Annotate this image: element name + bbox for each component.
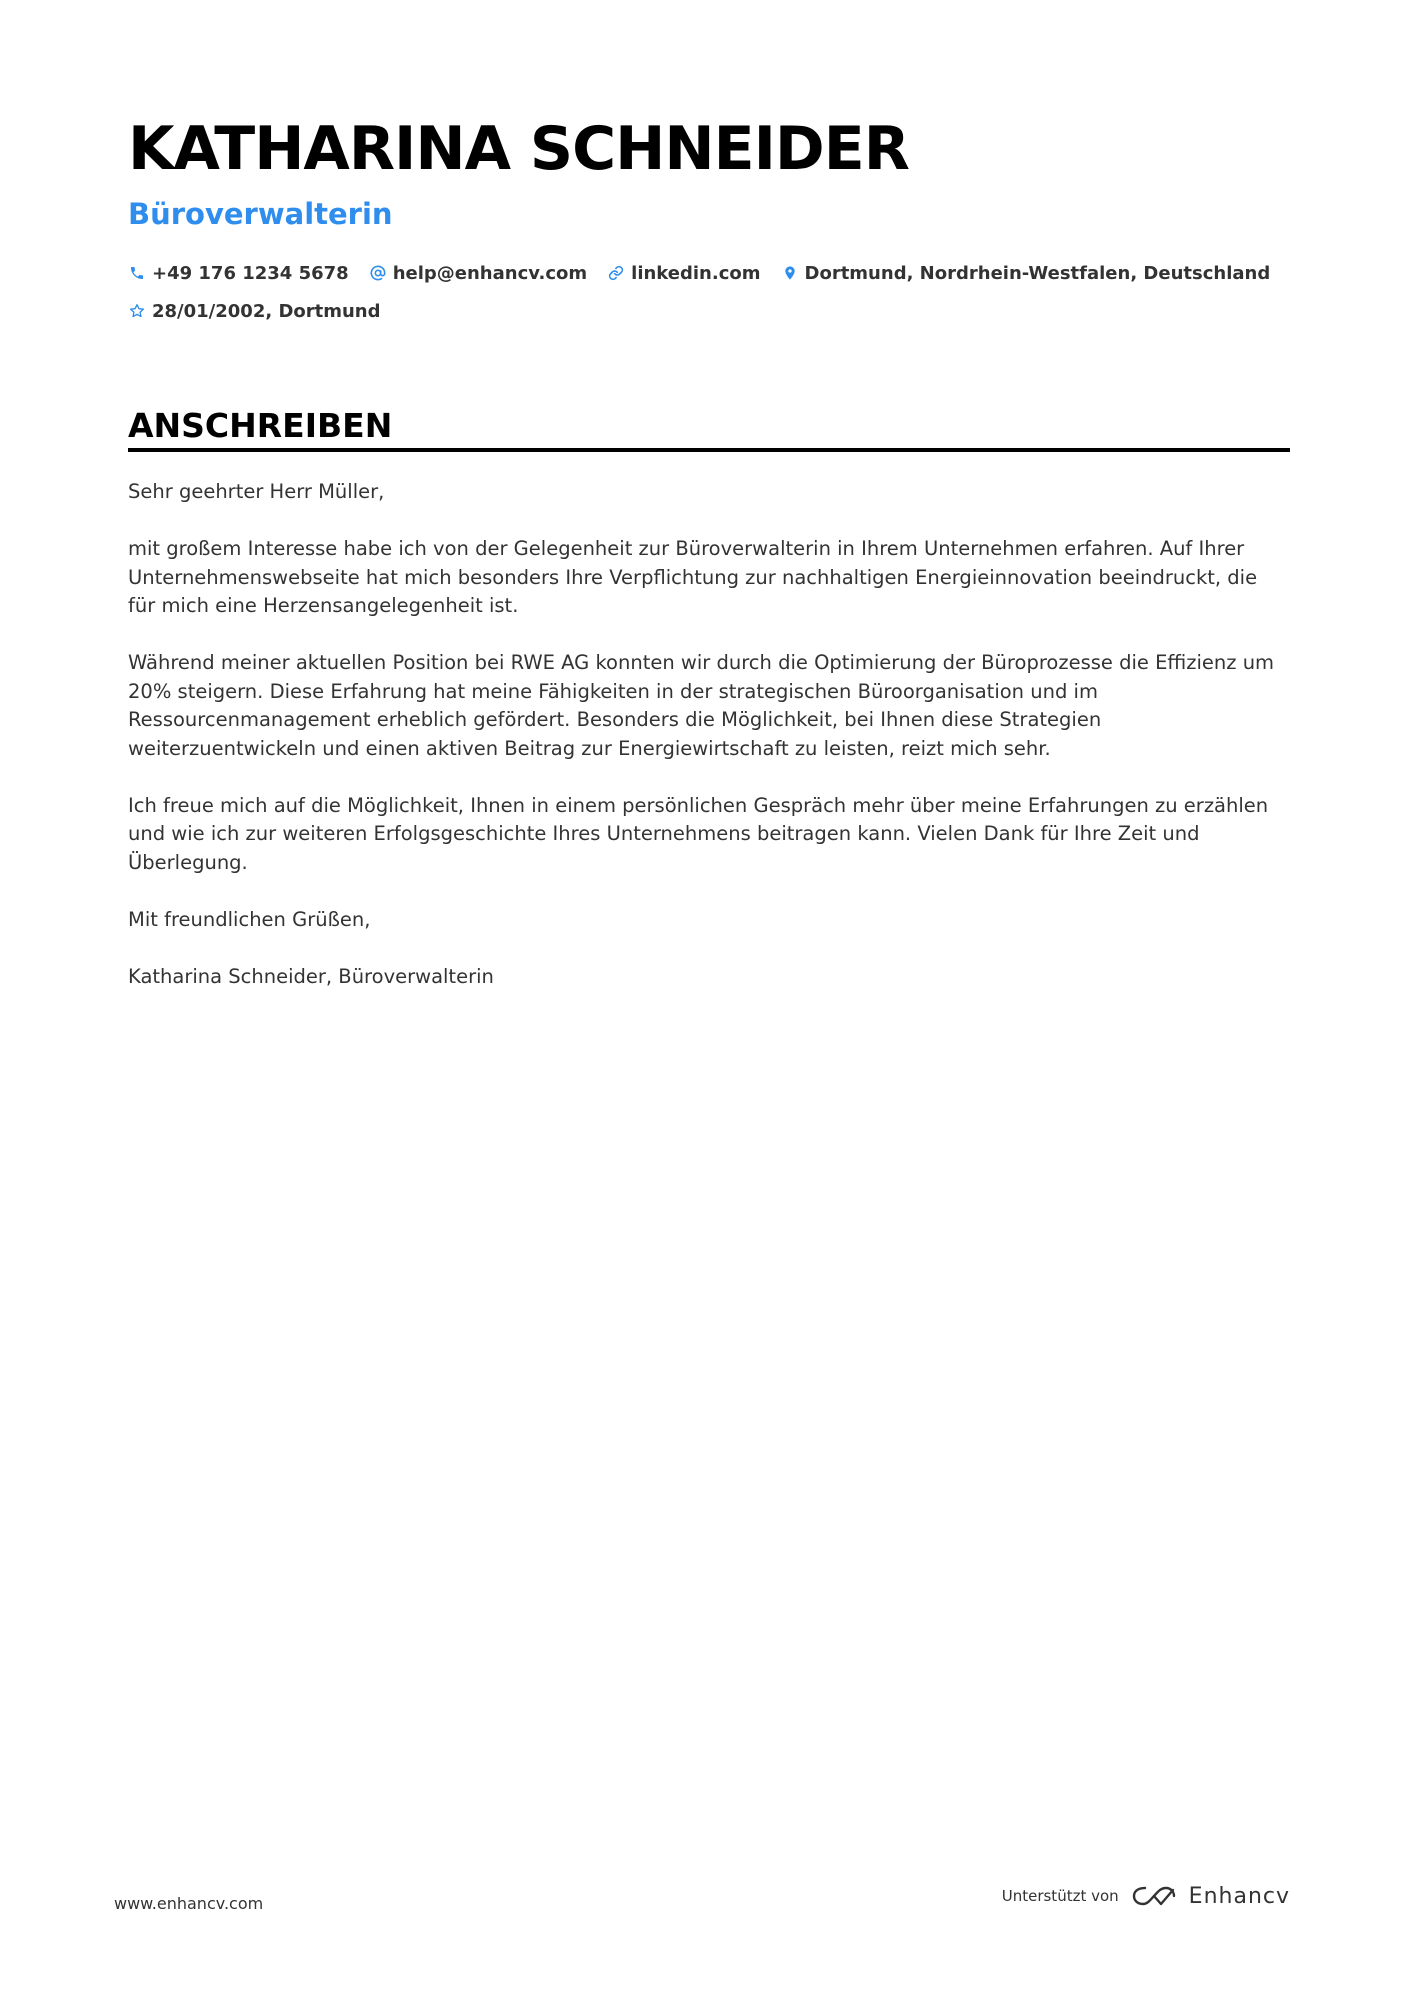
star-icon bbox=[128, 302, 146, 320]
letter-paragraph-2: Während meiner aktuellen Position bei RWE AG konnten wir durch die Optimierung der Büroprozesse die Effizienz um 20% steigern. Diese Erfahrung hat meine Fähigkeiten in der strategischen Büroorganisation und im Ressourcenmanagement erheblich gefördert. Besonders die Möglichkeit, bei Ihnen diese Strategien weiterzuentwickeln und einen aktiven Beitrag zur Energiewirtschaft zu leisten, reizt mich sehr. bbox=[128, 651, 1275, 760]
letter-body bbox=[128, 478, 1290, 991]
footer-branding bbox=[1002, 1882, 1290, 1910]
linkedin-text[interactable]: linkedin.com bbox=[631, 262, 761, 284]
letter-paragraph-3: Ich freue mich auf die Möglichkeit, Ihnen in einem persönlichen Gespräch mehr über meine Erfahrungen zu erzählen und wie ich zur weiteren Erfolgsgeschichte Ihres Unternehmens beitragen kann. Vielen Dank für Ihre Zeit und Überlegung. bbox=[128, 793, 1269, 874]
brand-name: Enhancv bbox=[1188, 1883, 1290, 1909]
birth-text: 28/01/2002, Dortmund bbox=[152, 300, 381, 322]
letter-closing: Mit freundlichen Grüßen, bbox=[128, 907, 371, 931]
email-text[interactable]: help@enhancv.com bbox=[392, 262, 588, 284]
at-sign-icon bbox=[369, 264, 387, 282]
letter-salutation: Sehr geehrter Herr Müller, bbox=[128, 480, 385, 503]
location-text: Dortmund, Nordrhein-Westfalen, Deutschland bbox=[804, 262, 1271, 284]
link-icon bbox=[607, 264, 625, 282]
map-pin-icon bbox=[781, 264, 799, 282]
contact-location bbox=[781, 263, 1271, 284]
powered-by-text: Unterstützt von bbox=[1001, 1887, 1119, 1905]
candidate-name: KATHARINA SCHNEIDER bbox=[128, 114, 909, 184]
contact-info bbox=[128, 254, 1288, 330]
job-title: Büroverwalterin bbox=[128, 197, 393, 231]
contact-email[interactable] bbox=[369, 263, 587, 284]
contact-phone bbox=[128, 263, 349, 284]
phone-icon bbox=[128, 264, 146, 282]
contact-row-1 bbox=[128, 254, 1288, 292]
phone-text: +49 176 1234 5678 bbox=[152, 262, 349, 284]
section-title: ANSCHREIBEN bbox=[128, 406, 393, 445]
enhancv-logo-icon bbox=[1131, 1882, 1177, 1910]
letter-signature: Katharina Schneider, Büroverwalterin bbox=[128, 964, 494, 988]
section-divider bbox=[128, 448, 1290, 452]
contact-birth bbox=[128, 301, 381, 322]
cover-letter-section bbox=[128, 404, 1290, 1020]
footer-website[interactable]: www.enhancv.com bbox=[114, 1894, 264, 1913]
contact-row-2 bbox=[128, 292, 1288, 330]
letter-paragraph-1: mit großem Interesse habe ich von der Gelegenheit zur Büroverwalterin in Ihrem Unternehmen erfahren. Auf Ihrer Unternehmenswebseite hat mich besonders Ihre Verpflichtung zur nachhaltigen Energieinnovation beeindruckt, die für mich eine Herzensangelegenheit ist. bbox=[128, 537, 1258, 617]
resume-header bbox=[128, 112, 1288, 330]
contact-linkedin[interactable] bbox=[607, 263, 760, 284]
